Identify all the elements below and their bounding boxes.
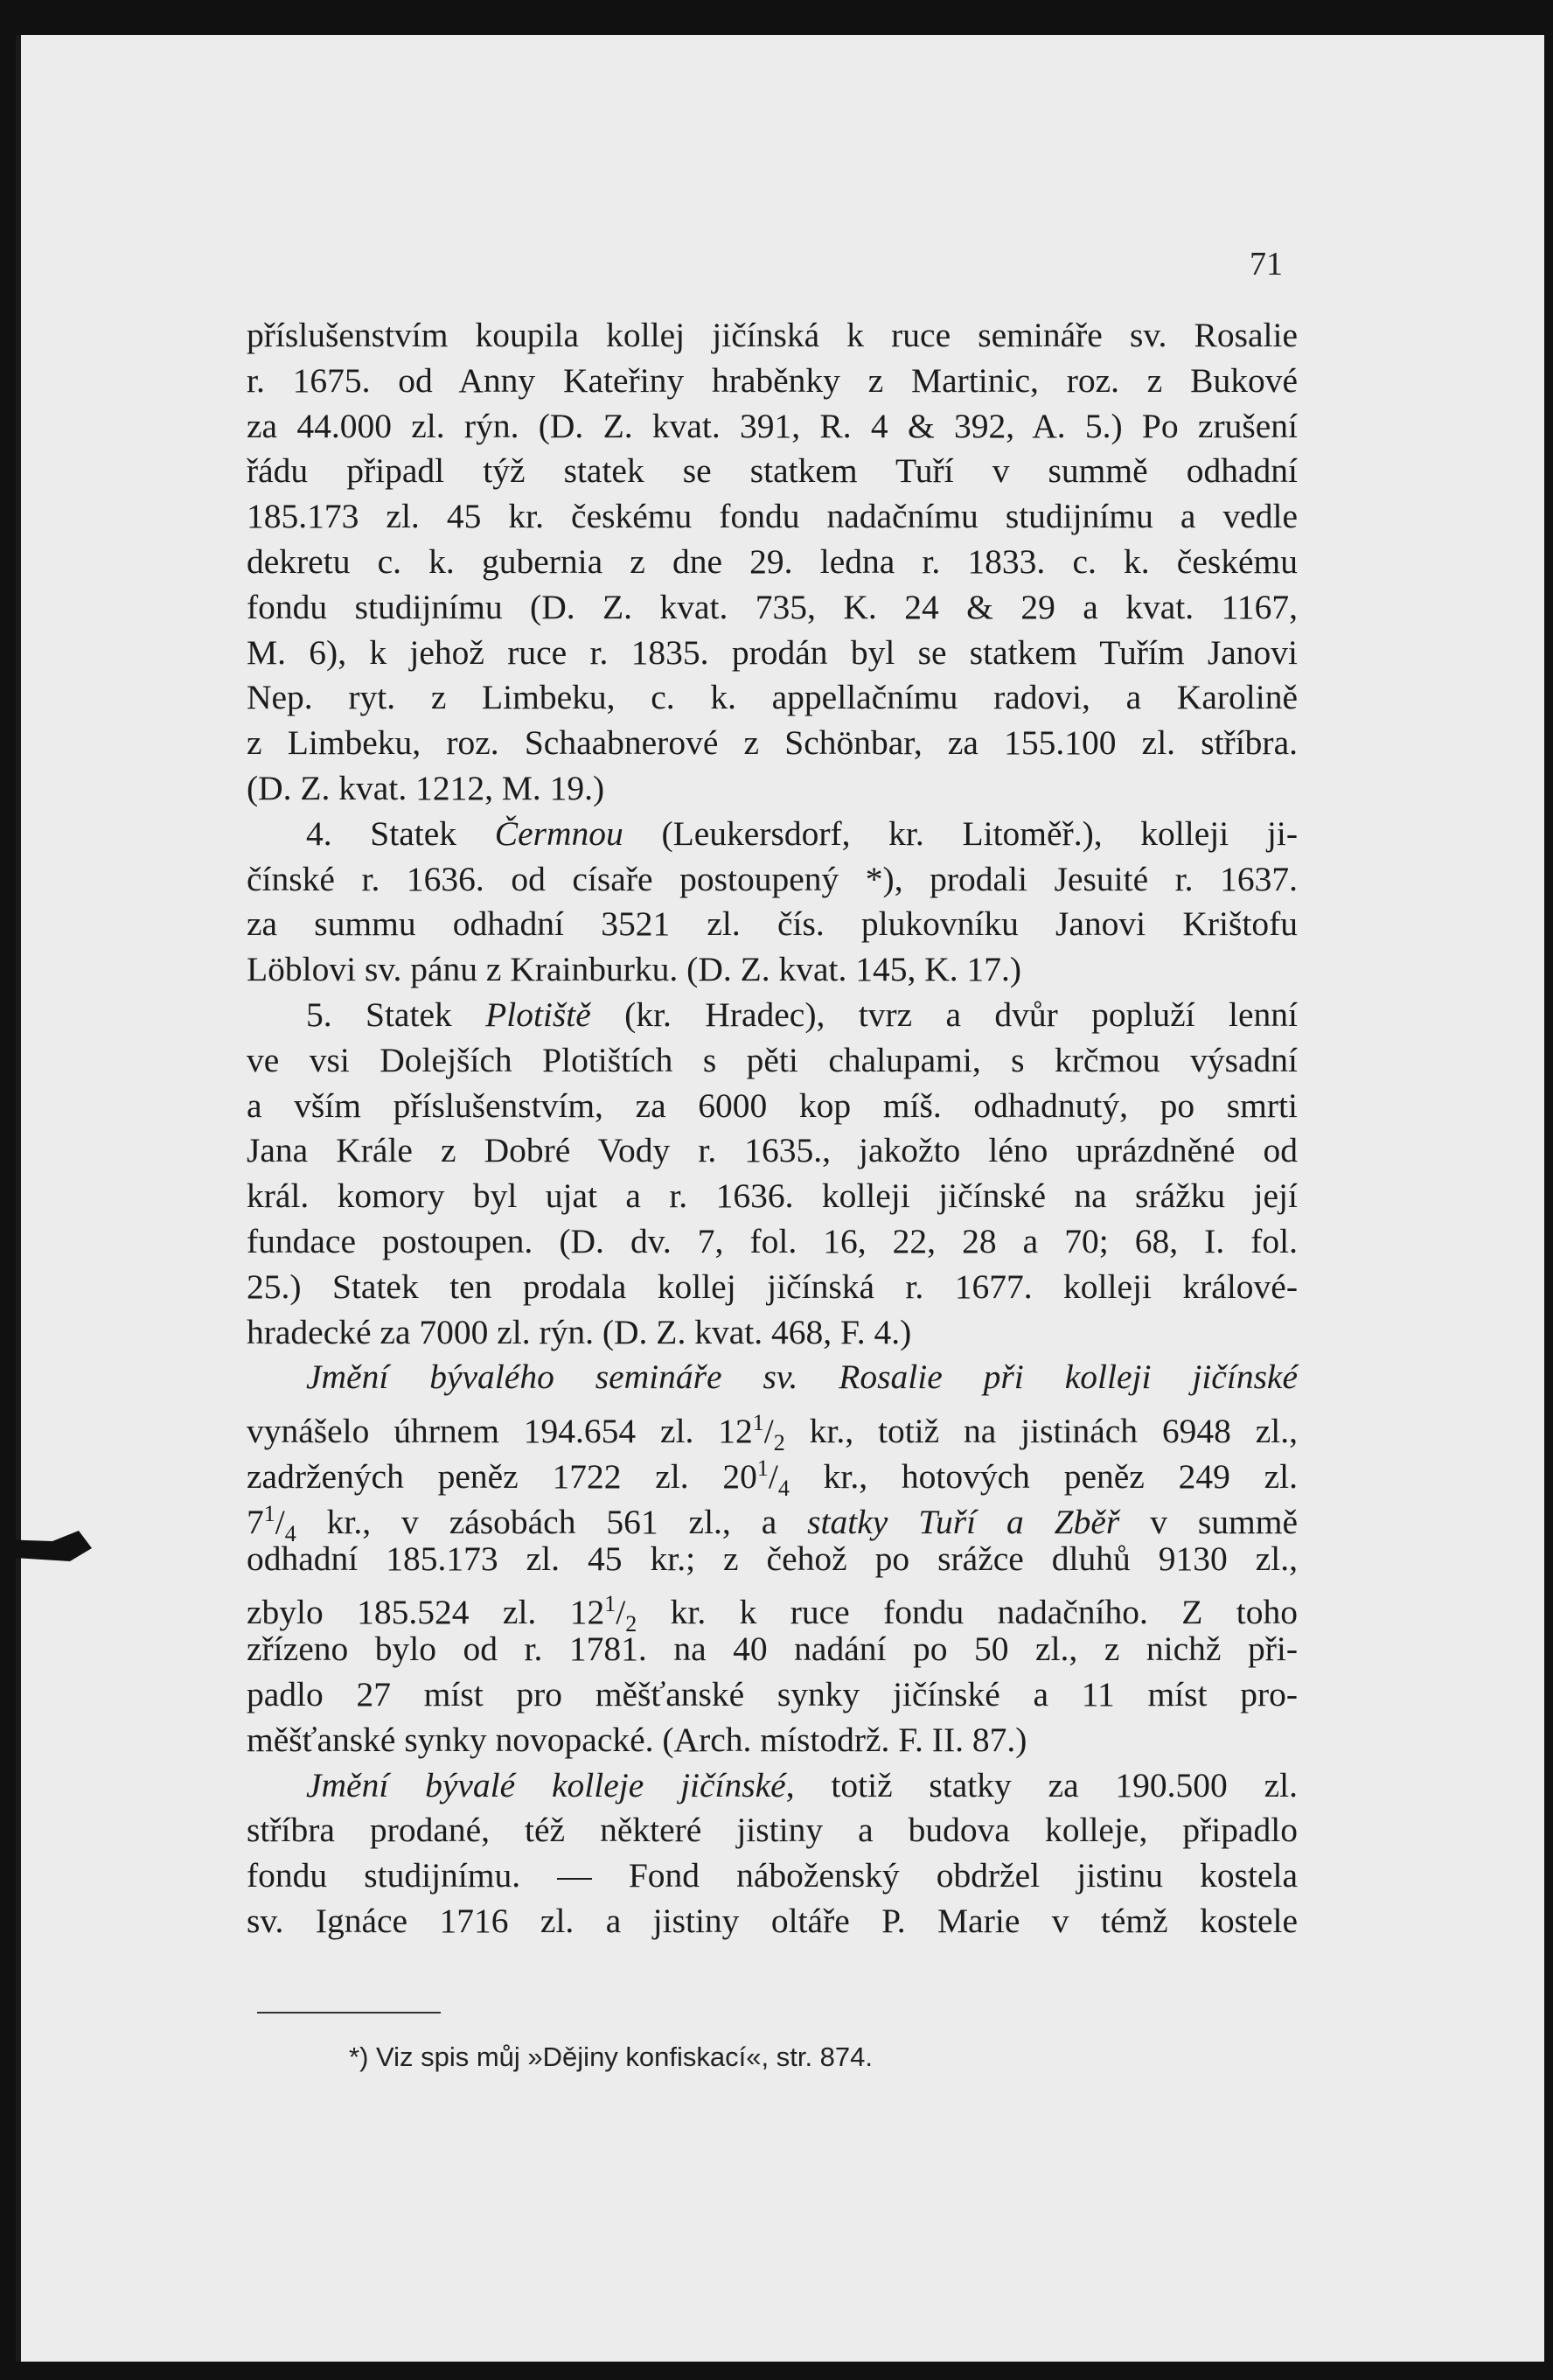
text-segment: zadržených peněz 1722 zl. 20: [247, 1457, 757, 1497]
text-segment: , totiž statky za 190.500 zl.: [785, 1765, 1298, 1804]
text-segment: za 44.000 zl. rýn. (D. Z. kvat. 391, R. 4 & 392, A. 5.) Po zrušení: [247, 406, 1298, 445]
text-line: [247, 359, 1298, 404]
text-line: [247, 1446, 1298, 1501]
page-number: 71: [1250, 246, 1283, 283]
text-segment: král. komory byl ujat a r. 1636. kolleji jičínské na srážku její: [247, 1176, 1298, 1216]
text-segment: 5. Statek: [306, 995, 486, 1034]
text-line: [247, 812, 1298, 857]
text-line: [247, 494, 1298, 540]
text-segment: Nep. ryt. z Limbeku, c. k. appellačnímu radovi, a Karolině: [247, 678, 1298, 717]
text-line: [247, 1808, 1298, 1853]
text-segment: zřízeno bylo od r. 1781. na 40 nadání po 50 zl., z nichž při-: [247, 1630, 1298, 1669]
text-segment: dekretu c. k. gubernia z dne 29. ledna r. 1833. c. k. českému: [247, 541, 1298, 581]
fraction-part: 2: [773, 1430, 785, 1456]
text-segment: zbylo 185.524 zl. 12: [247, 1593, 605, 1632]
text-line: [247, 1491, 1298, 1546]
text-line: [247, 1899, 1298, 1944]
text-segment: Löblovi sv. pánu z Krainburku. (D. Z. kvat. 145, K. 17.): [247, 950, 1022, 989]
italic-text: Jmění bývalého semináře sv. Rosalie při kolleji jičínské: [306, 1358, 1298, 1397]
body-text: [247, 313, 1298, 1944]
text-segment: 185.173 zl. 45 kr. českému fondu nadačnímu studijnímu a vedle: [247, 497, 1298, 536]
text-segment: ve vsi Dolejších Plotištích s pěti chalupami, s krčmou výsadní: [247, 1040, 1298, 1079]
text-segment: příslušenstvím koupila kollej jičínská k ruce semináře sv. Rosalie: [247, 316, 1298, 354]
text-segment: r. 1675. od Anny Kateřiny hraběnky z Martinic, roz. z Bukové: [247, 360, 1298, 400]
text-line: [247, 1174, 1298, 1219]
fraction-part: 4: [777, 1475, 790, 1501]
text-segment: sv. Ignáce 1716 zl. a jistiny oltáře P. Marie v témž kostele: [247, 1901, 1298, 1940]
text-segment: fondu studijnímu (D. Z. kvat. 735, K. 24 & 29 a kvat. 1167,: [247, 587, 1298, 626]
text-segment: fundace postoupen. (D. dv. 7, fol. 16, 22, 28 a 70; 68, I. fol.: [247, 1221, 1298, 1260]
fraction-part: 1: [263, 1500, 275, 1526]
text-segment: /: [763, 1412, 774, 1451]
text-segment: kr., hotových peněz 249 zl.: [789, 1457, 1298, 1497]
text-line: [247, 1763, 1298, 1809]
text-segment: padlo 27 míst pro měšťanské synky jičínské a 11 míst pro-: [247, 1674, 1298, 1713]
text-line: [247, 585, 1298, 631]
text-line: [247, 857, 1298, 903]
text-segment: 7: [247, 1502, 264, 1541]
text-segment: kr., v zásobách 561 zl., a: [296, 1502, 808, 1541]
italic-text: Čermnou: [494, 813, 623, 853]
text-segment: /: [768, 1457, 778, 1497]
text-line: [247, 766, 1298, 812]
text-line: [247, 540, 1298, 585]
text-segment: a vším příslušenstvím, za 6000 kop míš. odhadnutý, po smrti: [247, 1085, 1298, 1125]
text-line: [247, 404, 1298, 450]
text-segment: kr., totiž na jistinách 6948 zl.,: [784, 1412, 1298, 1451]
text-segment: Jana Krále z Dobré Vody r. 1635., jakožto léno uprázdněné od: [247, 1131, 1298, 1170]
text-line: [247, 1355, 1298, 1400]
text-line: [247, 1038, 1298, 1084]
fraction-part: 1: [752, 1410, 764, 1436]
text-line: [247, 675, 1298, 721]
text-segment: v summě: [1119, 1502, 1298, 1541]
text-line: [247, 313, 1298, 359]
text-segment: (kr. Hradec), tvrz a dvůr popluží lenní: [590, 995, 1299, 1034]
text-segment: vynášelo úhrnem 194.654 zl. 12: [247, 1412, 753, 1451]
text-segment: z Limbeku, roz. Schaabnerové z Schönbar, za 155.100 zl. stříbra.: [247, 723, 1298, 763]
text-line: [247, 1128, 1298, 1174]
text-segment: M. 6), k jehož ruce r. 1835. prodán byl se statkem Tuřím Janovi: [247, 632, 1298, 672]
text-line: [247, 947, 1298, 993]
fraction-part: 4: [284, 1520, 296, 1546]
text-line: [247, 993, 1298, 1038]
text-line: [247, 1400, 1298, 1456]
text-segment: (Leukersdorf, kr. Litoměř.), kolleji ji-: [623, 813, 1299, 853]
footnote: *) Viz spis můj »Dějiny konfiskací«, str. 874.: [349, 2041, 874, 2072]
text-segment: hradecké za 7000 zl. rýn. (D. Z. kvat. 468, F. 4.): [247, 1312, 912, 1351]
text-line: [247, 902, 1298, 947]
italic-text: Jmění bývalé kolleje jičínské: [306, 1765, 786, 1804]
text-line: [247, 1718, 1298, 1763]
text-line: [247, 1265, 1298, 1310]
text-segment: 25.) Statek ten prodala kollej jičínská r. 1677. kolleji králové-: [247, 1267, 1298, 1306]
page-tab-mark: [0, 1522, 96, 1574]
text-segment: řádu připadl týž statek se statkem Tuří v summě odhadní: [247, 451, 1298, 491]
fraction-part: 1: [756, 1455, 769, 1481]
text-segment: /: [616, 1593, 626, 1632]
text-line: [247, 721, 1298, 766]
fraction-part: 1: [604, 1591, 616, 1617]
scanned-page: [16, 35, 1544, 2362]
text-segment: odhadní 185.173 zl. 45 kr.; z čehož po srážce dluhů 9130 zl.,: [247, 1539, 1298, 1578]
text-segment: /: [275, 1502, 285, 1541]
text-line: [247, 1627, 1298, 1672]
text-line: [247, 631, 1298, 676]
text-line: [247, 1219, 1298, 1265]
text-segment: 4. Statek: [306, 813, 495, 853]
text-line: [247, 1537, 1298, 1582]
fraction-part: 2: [625, 1611, 637, 1637]
text-segment: za summu odhadní 3521 zl. čís. plukovníku Janovi Krištofu: [247, 904, 1298, 944]
text-segment: kr. k ruce fondu nadačního. Z toho: [637, 1593, 1299, 1632]
text-line: [247, 449, 1298, 494]
text-segment: měšťanské synky novopacké. (Arch. místodrž. F. II. 87.): [247, 1720, 1027, 1759]
text-line: [247, 1310, 1298, 1356]
text-segment: fondu studijnímu. — Fond náboženský obdržel jistinu kostela: [247, 1856, 1298, 1895]
text-segment: stříbra prodané, též některé jistiny a budova kolleje, připadlo: [247, 1811, 1298, 1850]
italic-text: Plotiště: [485, 995, 591, 1034]
text-segment: (D. Z. kvat. 1212, M. 19.): [247, 768, 605, 807]
text-line: [247, 1581, 1299, 1637]
footnote-rule: [257, 2012, 441, 2014]
text-line: [247, 1672, 1298, 1718]
text-segment: čínské r. 1636. od císaře postoupený *), prodali Jesuité r. 1637.: [247, 859, 1298, 898]
text-line: [247, 1084, 1298, 1129]
italic-text: statky Tuří a Zběř: [807, 1502, 1120, 1541]
text-line: [247, 1853, 1298, 1899]
